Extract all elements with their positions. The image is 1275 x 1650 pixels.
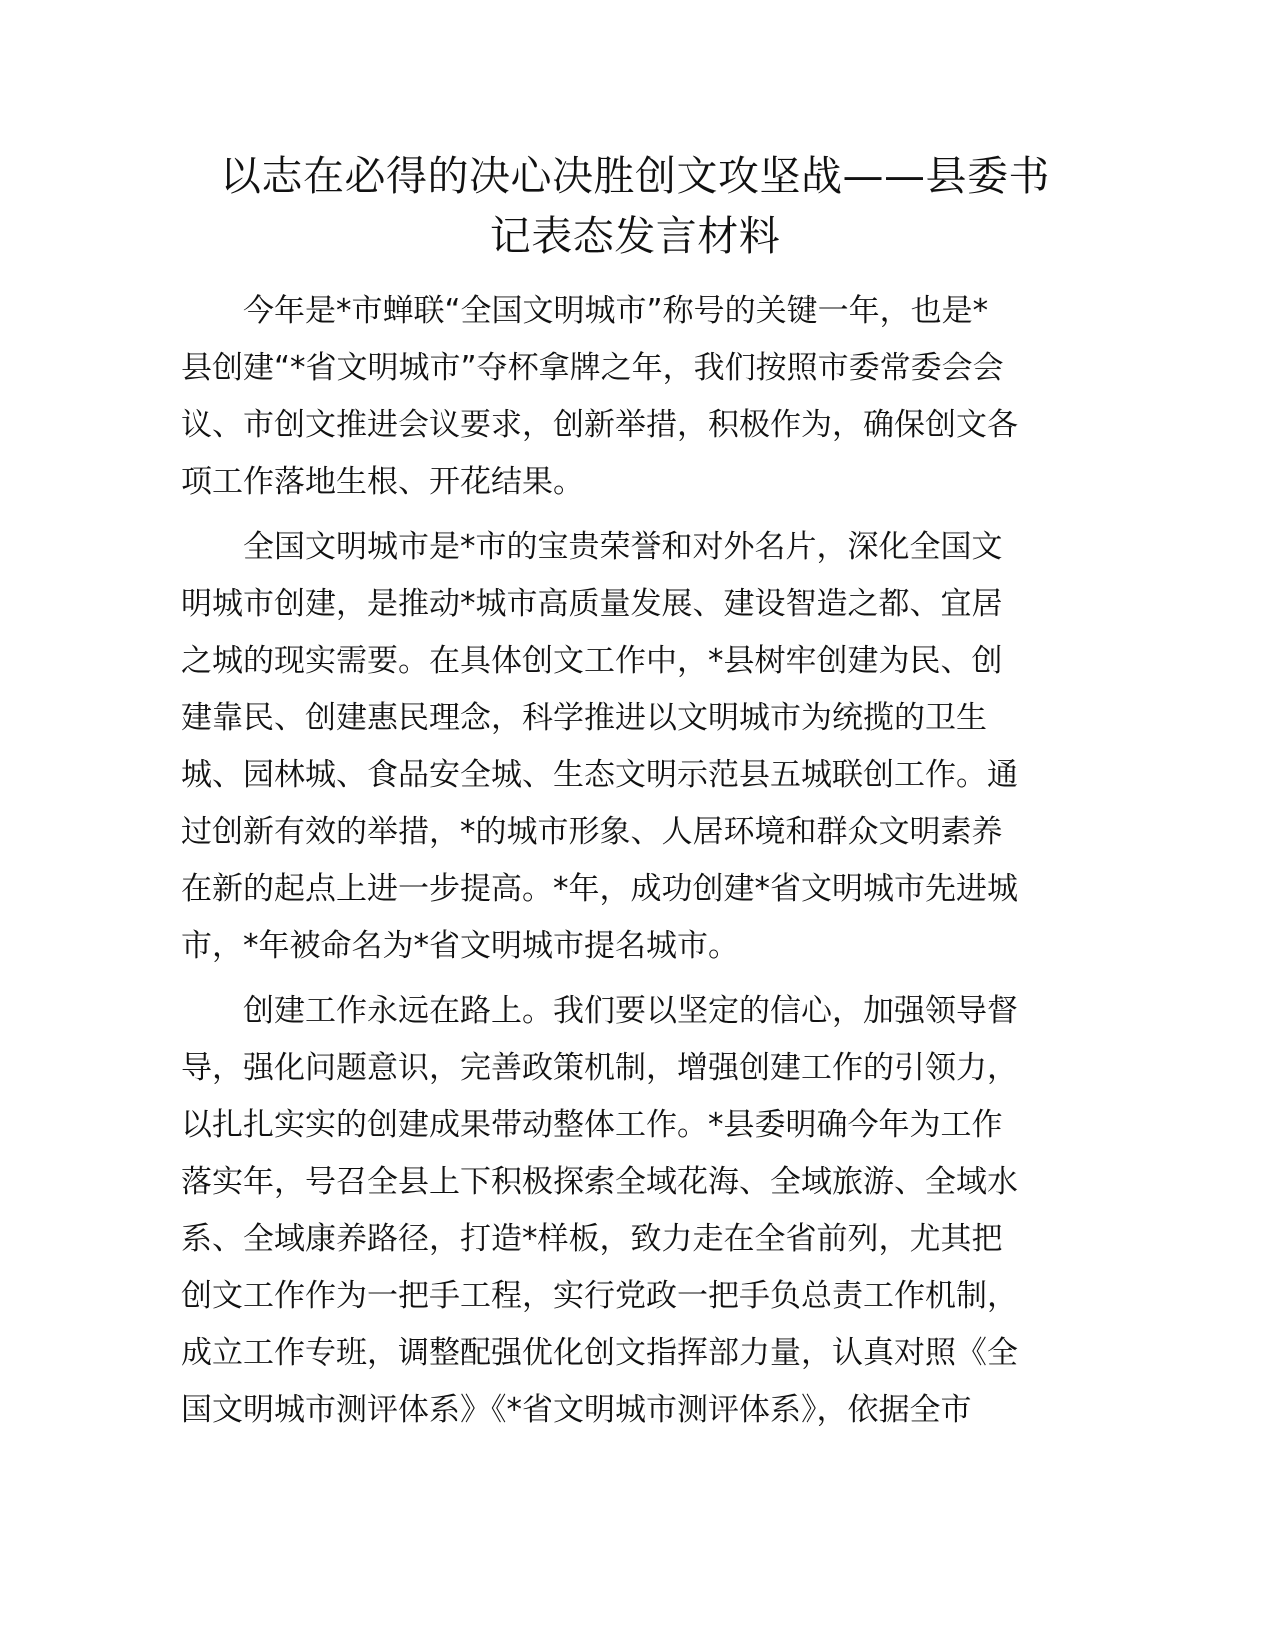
text-line: 落实年，号召全县上下积极探索全域花海、全域旅游、全域水 xyxy=(181,1164,1018,1200)
paragraph xyxy=(181,983,1081,1439)
text-line: 明城市创建，是推动*城市高质量发展、建设智造之都、宜居 xyxy=(181,586,1003,622)
text-line: 国文明城市测评体系》《*省文明城市测评体系》，依据全市 xyxy=(181,1392,972,1428)
text-line: 成立工作专班，调整配强优化创文指挥部力量，认真对照《全 xyxy=(181,1335,1018,1371)
paragraph xyxy=(181,519,1081,975)
text-line: 创建工作永远在路上。我们要以坚定的信心，加强领导督 xyxy=(243,993,1018,1029)
text-line: 以扎扎实实的创建成果带动整体工作。*县委明确今年为工作 xyxy=(181,1107,1003,1143)
text-line: 城、园林城、食品安全城、生态文明示范县五城联创工作。通 xyxy=(181,757,1018,793)
text-line: 建靠民、创建惠民理念，科学推进以文明城市为统揽的卫生 xyxy=(181,700,987,736)
text-line: 导，强化问题意识，完善政策机制，增强创建工作的引领力， xyxy=(181,1050,1018,1086)
text-line: 项工作落地生根、开花结果。 xyxy=(181,464,584,500)
document-body xyxy=(181,283,1081,1447)
text-line: 过创新有效的举措，*的城市形象、人居环境和群众文明素养 xyxy=(181,814,1003,850)
paragraph xyxy=(181,283,1081,511)
document-title xyxy=(175,146,1095,266)
text-line: 议、市创文推进会议要求，创新举措，积极作为，确保创文各 xyxy=(181,407,1018,443)
title-line: 记表态发言材料 xyxy=(489,212,781,260)
text-line: 创文工作作为一把手工程，实行党政一把手负总责工作机制， xyxy=(181,1278,1018,1314)
text-line: 之城的现实需要。在具体创文工作中，*县树牢创建为民、创 xyxy=(181,643,1003,679)
text-line: 县创建“*省文明城市”夺杯拿牌之年，我们按照市委常委会会 xyxy=(181,350,1004,386)
text-line: 全国文明城市是*市的宝贵荣誉和对外名片，深化全国文 xyxy=(243,529,1003,565)
text-line: 今年是*市蝉联“全国文明城市”称号的关键一年，也是* xyxy=(243,293,989,329)
title-line: 以志在必得的决心决胜创文攻坚战——县委书 xyxy=(220,152,1050,200)
text-line: 市，*年被命名为*省文明城市提名城市。 xyxy=(181,928,739,964)
text-line: 系、全域康养路径，打造*样板，致力走在全省前列，尤其把 xyxy=(181,1221,1003,1257)
text-line: 在新的起点上进一步提高。*年，成功创建*省文明城市先进城 xyxy=(181,871,1018,907)
